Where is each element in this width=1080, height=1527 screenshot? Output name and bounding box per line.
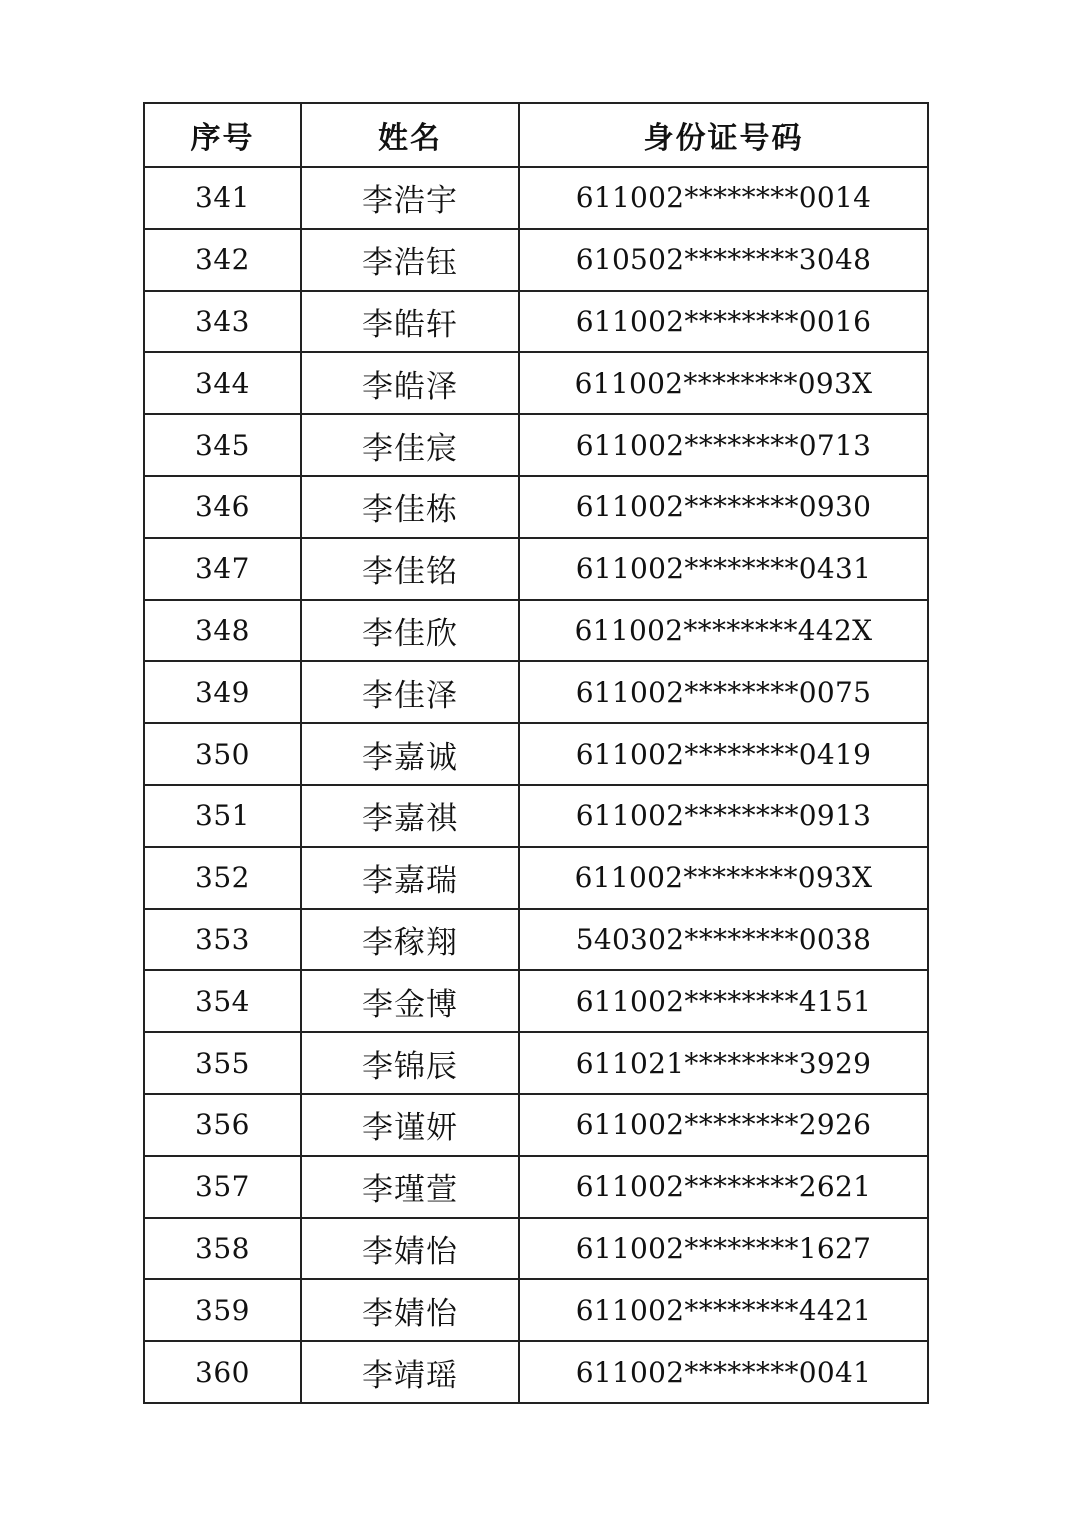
row-id-number: 611002********093X xyxy=(519,847,928,909)
row-id-number: 611002********4151 xyxy=(519,970,928,1032)
table-row xyxy=(144,723,928,785)
row-id-number: 611002********2926 xyxy=(519,1094,928,1156)
table-row xyxy=(144,414,928,476)
row-seq: 350 xyxy=(144,723,301,785)
table-row xyxy=(144,909,928,971)
row-name: 李嘉诚 xyxy=(301,723,519,785)
table-header xyxy=(144,103,928,167)
table-row xyxy=(144,538,928,600)
row-name: 李佳泽 xyxy=(301,661,519,723)
row-id-number: 610502********3048 xyxy=(519,229,928,291)
row-seq: 351 xyxy=(144,785,301,847)
row-name: 李浩宇 xyxy=(301,167,519,229)
row-name: 李皓轩 xyxy=(301,291,519,353)
row-seq: 360 xyxy=(144,1341,301,1403)
row-name: 李锦辰 xyxy=(301,1032,519,1094)
row-seq: 345 xyxy=(144,414,301,476)
row-seq: 352 xyxy=(144,847,301,909)
table-row xyxy=(144,1279,928,1341)
row-name: 李嘉瑞 xyxy=(301,847,519,909)
row-seq: 344 xyxy=(144,352,301,414)
table-row xyxy=(144,785,928,847)
row-name: 李婧怡 xyxy=(301,1279,519,1341)
row-seq: 353 xyxy=(144,909,301,971)
row-seq: 348 xyxy=(144,600,301,662)
row-id-number: 611021********3929 xyxy=(519,1032,928,1094)
table-row xyxy=(144,847,928,909)
row-seq: 357 xyxy=(144,1156,301,1218)
header-name: 姓名 xyxy=(301,103,519,167)
row-id-number: 611002********0041 xyxy=(519,1341,928,1403)
table-row xyxy=(144,1156,928,1218)
row-name: 李皓泽 xyxy=(301,352,519,414)
row-seq: 354 xyxy=(144,970,301,1032)
row-id-number: 611002********1627 xyxy=(519,1218,928,1280)
table-row xyxy=(144,352,928,414)
table-row xyxy=(144,600,928,662)
row-name: 李谨妍 xyxy=(301,1094,519,1156)
table-row xyxy=(144,167,928,229)
row-id-number: 611002********4421 xyxy=(519,1279,928,1341)
row-seq: 343 xyxy=(144,291,301,353)
row-name: 李婧怡 xyxy=(301,1218,519,1280)
header-row xyxy=(144,103,928,167)
table-row xyxy=(144,970,928,1032)
table-body xyxy=(144,167,928,1403)
roster-table xyxy=(143,102,929,1404)
row-id-number: 611002********0913 xyxy=(519,785,928,847)
table-row xyxy=(144,661,928,723)
row-name: 李佳铭 xyxy=(301,538,519,600)
row-id-number: 611002********0419 xyxy=(519,723,928,785)
row-name: 李佳宸 xyxy=(301,414,519,476)
table-row xyxy=(144,1094,928,1156)
row-name: 李嘉祺 xyxy=(301,785,519,847)
table-row xyxy=(144,1218,928,1280)
header-id-number: 身份证号码 xyxy=(519,103,928,167)
row-id-number: 611002********442X xyxy=(519,600,928,662)
row-seq: 356 xyxy=(144,1094,301,1156)
row-id-number: 611002********0930 xyxy=(519,476,928,538)
table-row xyxy=(144,476,928,538)
row-id-number: 611002********2621 xyxy=(519,1156,928,1218)
row-id-number: 611002********0431 xyxy=(519,538,928,600)
row-seq: 342 xyxy=(144,229,301,291)
row-name: 李浩钰 xyxy=(301,229,519,291)
row-name: 李稼翔 xyxy=(301,909,519,971)
table-row xyxy=(144,1341,928,1403)
row-seq: 341 xyxy=(144,167,301,229)
row-seq: 355 xyxy=(144,1032,301,1094)
row-name: 李瑾萱 xyxy=(301,1156,519,1218)
table-row xyxy=(144,229,928,291)
row-seq: 359 xyxy=(144,1279,301,1341)
table-row xyxy=(144,1032,928,1094)
row-id-number: 540302********0038 xyxy=(519,909,928,971)
row-id-number: 611002********093X xyxy=(519,352,928,414)
row-name: 李佳栋 xyxy=(301,476,519,538)
row-id-number: 611002********0014 xyxy=(519,167,928,229)
row-id-number: 611002********0713 xyxy=(519,414,928,476)
row-seq: 358 xyxy=(144,1218,301,1280)
header-seq: 序号 xyxy=(144,103,301,167)
row-name: 李靖瑶 xyxy=(301,1341,519,1403)
row-seq: 349 xyxy=(144,661,301,723)
row-name: 李金博 xyxy=(301,970,519,1032)
row-name: 李佳欣 xyxy=(301,600,519,662)
row-seq: 346 xyxy=(144,476,301,538)
row-seq: 347 xyxy=(144,538,301,600)
row-id-number: 611002********0016 xyxy=(519,291,928,353)
row-id-number: 611002********0075 xyxy=(519,661,928,723)
table-row xyxy=(144,291,928,353)
